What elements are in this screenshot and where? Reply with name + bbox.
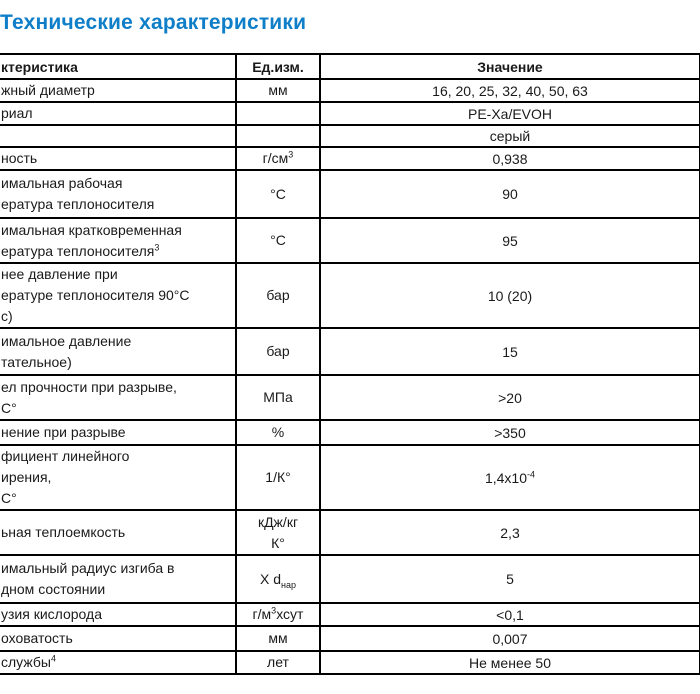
characteristic-cell: имальная кратковременная ература теплоносителя$^3$ <box>0 218 236 263</box>
spec-table <box>0 53 700 675</box>
value-cell: 0,938 <box>320 147 700 170</box>
value-cell: >20 <box>320 375 700 420</box>
value-cell: 10 (20) <box>320 263 700 328</box>
unit-cell <box>236 125 320 147</box>
table-row <box>0 263 700 328</box>
unit-cell: бар <box>236 263 320 328</box>
unit-cell: мм <box>236 79 320 102</box>
table-row <box>0 651 700 674</box>
table-row <box>0 170 700 218</box>
unit-cell: МПа <box>236 375 320 420</box>
unit-cell: кДж/кг К° <box>236 510 320 555</box>
characteristic-cell: оховатость <box>0 626 236 651</box>
value-cell: 15 <box>320 328 700 375</box>
characteristic-cell: нее давление при ературе теплоносителя 90°С с) <box>0 263 236 328</box>
unit-cell: Х $d_{нар}$ <box>236 555 320 603</box>
table-header-row <box>0 54 700 79</box>
unit-cell: $г/см^3$ <box>236 147 320 170</box>
value-cell: 5 <box>320 555 700 603</box>
table-row <box>0 125 700 147</box>
unit-cell: 1/К° <box>236 445 320 510</box>
value-cell: <0,1 <box>320 603 700 626</box>
value-cell: 0,007 <box>320 626 700 651</box>
value-cell: PE-Xa/EVOH <box>320 102 700 125</box>
table-row <box>0 603 700 626</box>
value-cell: $1,4x10^{-4}$ <box>320 445 700 510</box>
value-cell: 2,3 <box>320 510 700 555</box>
characteristic-cell: риал <box>0 102 236 125</box>
header-unit: Ед.изм. <box>236 54 320 79</box>
page-title: Технические характеристики <box>0 11 307 34</box>
value-cell: Не менее 50 <box>320 651 700 674</box>
characteristic-cell: ность <box>0 147 236 170</box>
table-row <box>0 328 700 375</box>
unit-cell: °С <box>236 218 320 263</box>
table-row <box>0 147 700 170</box>
unit-cell: мм <box>236 626 320 651</box>
table-row <box>0 79 700 102</box>
table-row <box>0 218 700 263</box>
table-row <box>0 555 700 603</box>
characteristic-cell: нение при разрыве <box>0 420 236 445</box>
value-cell: 90 <box>320 170 700 218</box>
value-cell: >350 <box>320 420 700 445</box>
unit-cell: % <box>236 420 320 445</box>
table-row <box>0 626 700 651</box>
table-row <box>0 445 700 510</box>
header-value: Значение <box>320 54 700 79</box>
characteristic-cell <box>0 125 236 147</box>
value-cell: серый <box>320 125 700 147</box>
characteristic-cell: фициент линейного ирения, С° <box>0 445 236 510</box>
value-cell: 16, 20, 25, 32, 40, 50, 63 <box>320 79 700 102</box>
table-row <box>0 510 700 555</box>
characteristic-cell: службы$^4$ <box>0 651 236 674</box>
unit-cell: $г/м^3хсут$ <box>236 603 320 626</box>
unit-cell: лет <box>236 651 320 674</box>
characteristic-cell: имальный радиус изгиба в дном состоянии <box>0 555 236 603</box>
table-row <box>0 102 700 125</box>
unit-cell: °С <box>236 170 320 218</box>
unit-cell <box>236 102 320 125</box>
table-row <box>0 375 700 420</box>
header-characteristic: ктеристика <box>0 54 236 79</box>
table-row <box>0 420 700 445</box>
characteristic-cell: ьная теплоемкость <box>0 510 236 555</box>
characteristic-cell: узия кислорода <box>0 603 236 626</box>
value-cell: 95 <box>320 218 700 263</box>
characteristic-cell: имальная рабочая ература теплоносителя <box>0 170 236 218</box>
characteristic-cell: ел прочности при разрыве, С° <box>0 375 236 420</box>
characteristic-cell: имальное давление тательное) <box>0 328 236 375</box>
unit-cell: бар <box>236 328 320 375</box>
characteristic-cell: жный диаметр <box>0 79 236 102</box>
